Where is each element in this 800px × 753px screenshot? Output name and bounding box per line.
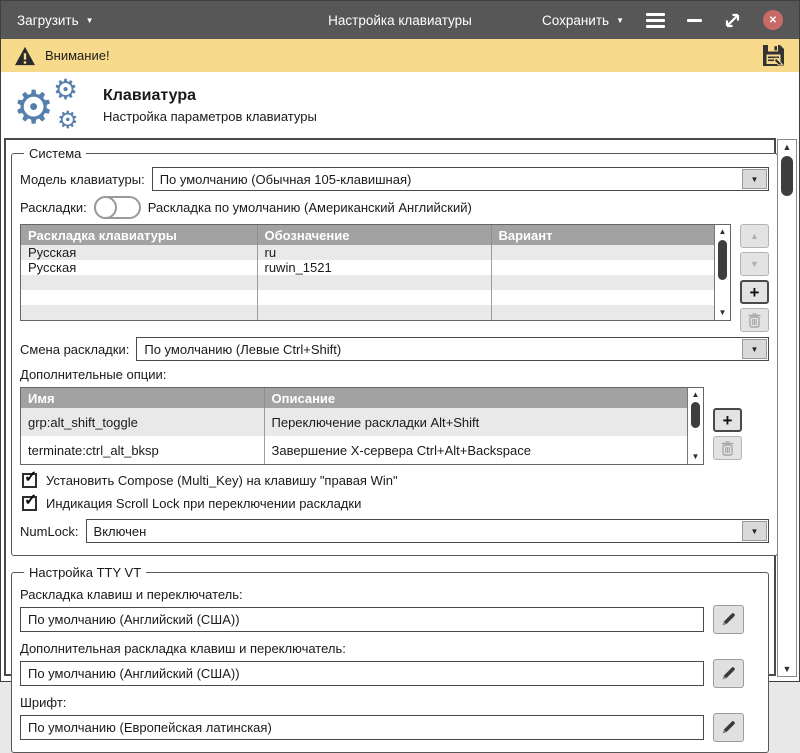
layouts-label: Раскладки:: [20, 200, 87, 215]
layouts-table-header: [21, 225, 714, 245]
load-menu-button[interactable]: [17, 13, 94, 28]
layout-switch-select[interactable]: [136, 337, 769, 361]
settings-panel: [4, 138, 776, 735]
numlock-label: NumLock:: [20, 523, 79, 539]
pencil-icon: [720, 611, 737, 628]
delete-option-button[interactable]: [713, 436, 742, 460]
edit-tty-layout-button[interactable]: [713, 605, 744, 634]
scroll-up-icon[interactable]: ▲: [718, 227, 727, 236]
options-table: [20, 387, 704, 465]
table-cell: [21, 290, 257, 305]
tty-font-label: Шрифт:: [20, 695, 67, 710]
table-cell: [491, 290, 714, 305]
chevron-down-icon: ▼: [616, 16, 624, 25]
pencil-icon: [720, 665, 737, 682]
tty-legend: Настройка TTY VT: [29, 565, 142, 580]
module-header: [1, 72, 799, 138]
table-row[interactable]: [21, 260, 714, 275]
add-layout-button[interactable]: [740, 280, 769, 304]
close-icon[interactable]: ✕: [763, 10, 783, 30]
table-row[interactable]: [21, 408, 687, 436]
column-header[interactable]: Описание: [264, 388, 687, 408]
table-cell[interactable]: Завершение X-сервера Ctrl+Alt+Backspace: [271, 442, 531, 458]
layouts-table-buttons: [740, 224, 769, 332]
toggle-knob: [94, 196, 117, 219]
edit-tty-font-button[interactable]: [713, 713, 744, 742]
save-file-icon[interactable]: [761, 43, 786, 68]
table-cell[interactable]: [491, 245, 714, 260]
table-cell[interactable]: terminate:ctrl_alt_bksp: [21, 436, 264, 464]
move-up-button[interactable]: [740, 224, 769, 248]
table-cell[interactable]: Переключение раскладки Alt+Shift: [271, 414, 480, 430]
add-option-button[interactable]: [713, 408, 742, 432]
column-header[interactable]: Вариант: [491, 225, 714, 245]
warning-icon: [14, 46, 36, 66]
delete-layout-button[interactable]: [740, 308, 769, 332]
table-cell: [21, 275, 257, 290]
keyboard-model-label: Модель клавиатуры:: [20, 171, 145, 187]
check-icon: ✓: [24, 469, 38, 486]
tty-layout-field[interactable]: [20, 607, 704, 632]
warning-bar: [1, 39, 799, 72]
scroll-lock-checkbox-label: Индикация Scroll Lock при переключении раскладки: [46, 496, 362, 511]
page-subtitle: Настройка параметров клавиатуры: [103, 108, 317, 124]
pencil-icon: [720, 719, 737, 736]
scroll-lock-checkbox[interactable]: [22, 492, 38, 511]
warning-text: Внимание!: [45, 48, 110, 63]
tty-alt-layout-label: Дополнительная раскладка клавиш и переключатель:: [20, 641, 346, 656]
system-fieldset: [11, 146, 778, 556]
menu-icon[interactable]: [646, 13, 665, 28]
scrollbar-thumb[interactable]: [781, 156, 793, 196]
numlock-select[interactable]: [86, 519, 769, 543]
table-cell: [21, 305, 257, 320]
table-empty-row: [21, 305, 714, 320]
plus-icon: +: [749, 282, 760, 302]
load-menu-label: Загрузить: [17, 12, 79, 28]
tty-layout-label: Раскладка клавиш и переключатель:: [20, 587, 243, 602]
options-table-scrollbar[interactable]: [687, 388, 703, 464]
table-cell: [257, 275, 491, 290]
scroll-up-icon[interactable]: ▲: [691, 390, 700, 399]
table-row[interactable]: [21, 436, 687, 464]
table-cell[interactable]: ru: [257, 245, 491, 260]
tty-font-field[interactable]: [20, 715, 704, 740]
scroll-down-icon[interactable]: ▼: [782, 664, 792, 674]
column-header[interactable]: Раскладка клавиатуры: [21, 225, 257, 245]
table-empty-row: [21, 290, 714, 305]
table-cell[interactable]: Русская: [21, 260, 257, 275]
chevron-down-icon: ▼: [85, 16, 94, 25]
options-table-header: [21, 388, 687, 408]
trash-icon: [720, 440, 735, 456]
main-scrollbar[interactable]: [777, 139, 797, 677]
extra-options-label: Дополнительные опции:: [20, 367, 167, 382]
layouts-toggle[interactable]: [94, 196, 141, 219]
maximize-icon[interactable]: [724, 12, 741, 29]
table-cell[interactable]: grp:alt_shift_toggle: [21, 408, 264, 436]
arrow-up-icon: ▲: [750, 231, 759, 241]
tty-layout-value: По умолчанию (Английский (США)): [28, 612, 240, 627]
numlock-value: Включен: [93, 523, 147, 539]
trash-icon: [747, 312, 762, 328]
table-cell[interactable]: Русская: [21, 245, 257, 260]
table-cell: [491, 275, 714, 290]
save-menu-label: Сохранить: [541, 12, 610, 28]
titlebar: [1, 1, 799, 39]
chevron-down-icon[interactable]: ▼: [742, 169, 767, 189]
page-title: Клавиатура: [103, 86, 196, 104]
scroll-up-icon[interactable]: ▲: [782, 142, 792, 152]
compose-checkbox[interactable]: [22, 469, 38, 488]
layouts-toggle-text: Раскладка по умолчанию (Американский Английский): [147, 200, 472, 215]
move-down-button[interactable]: [740, 252, 769, 276]
layouts-table: [20, 224, 731, 321]
tty-alt-layout-value: По умолчанию (Английский (США)): [28, 666, 240, 681]
scrollbar-thumb[interactable]: [718, 240, 727, 280]
arrow-down-icon: ▼: [750, 259, 759, 269]
tty-fieldset: [11, 565, 769, 753]
layouts-table-scrollbar[interactable]: [714, 225, 730, 320]
keyboard-model-select[interactable]: [152, 167, 769, 191]
table-cell: [257, 305, 491, 320]
layout-switch-label: Смена раскладки:: [20, 341, 130, 357]
chevron-down-icon[interactable]: ▼: [742, 339, 767, 359]
plus-icon: +: [722, 410, 733, 430]
keyboard-module-icon: ⚙ ⚙ ⚙: [13, 73, 79, 134]
tty-font-value: По умолчанию (Европейская латинская): [28, 720, 272, 735]
options-table-buttons: [713, 408, 742, 460]
table-empty-row: [21, 275, 714, 290]
scroll-down-icon[interactable]: ▼: [691, 452, 700, 461]
table-row[interactable]: [21, 245, 714, 260]
table-cell: [491, 305, 714, 320]
scroll-down-icon[interactable]: ▼: [718, 308, 727, 317]
table-cell[interactable]: ruwin_1521: [257, 260, 491, 275]
scrollbar-thumb[interactable]: [691, 402, 700, 428]
table-cell: [257, 290, 491, 305]
keyboard-model-value: По умолчанию (Обычная 105-клавишная): [159, 171, 412, 187]
minimize-icon[interactable]: [687, 19, 702, 22]
compose-checkbox-label: Установить Compose (Multi_Key) на клавишу "правая Win": [46, 473, 398, 488]
table-cell[interactable]: [491, 260, 714, 275]
edit-tty-alt-layout-button[interactable]: [713, 659, 744, 688]
chevron-down-icon[interactable]: ▼: [742, 521, 767, 541]
module-header-text: [103, 87, 317, 124]
column-header[interactable]: Имя: [21, 388, 264, 408]
layout-switch-value: По умолчанию (Левые Ctrl+Shift): [144, 341, 342, 357]
check-icon: ✓: [24, 492, 38, 509]
column-header[interactable]: Обозначение: [257, 225, 491, 245]
save-menu-button[interactable]: [542, 13, 624, 28]
tty-alt-layout-field[interactable]: [20, 661, 704, 686]
system-legend: Система: [29, 146, 82, 161]
window-title: Настройка клавиатуры: [328, 12, 472, 28]
